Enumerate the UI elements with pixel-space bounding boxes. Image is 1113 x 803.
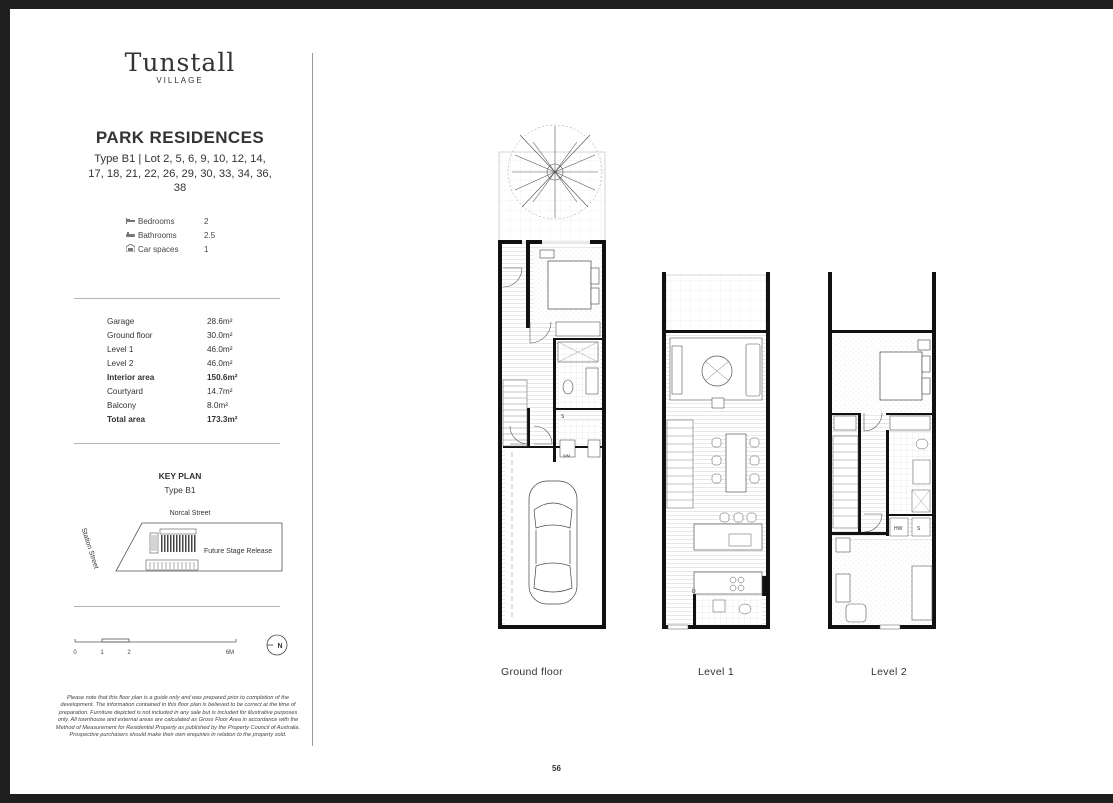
svg-text:HW: HW <box>894 526 903 532</box>
stairs-ground <box>503 380 527 446</box>
wardrobe-ground <box>556 322 600 336</box>
powder-room <box>696 597 762 625</box>
stairs-level-1 <box>667 420 693 508</box>
svg-text:N: N <box>277 643 283 650</box>
balcony-area <box>666 275 766 331</box>
future-stage-label: Future Stage Release <box>204 548 273 555</box>
area-row-level-1: Level 1 46.0m² <box>107 345 233 354</box>
toilet-icon <box>563 380 573 394</box>
courtyard-area <box>499 152 605 242</box>
logo-subtitle: VILLAGE <box>156 76 204 85</box>
area-row-balcony: Balcony 8.0m² <box>107 401 228 410</box>
window-icon <box>880 625 900 629</box>
linen-cupboard <box>912 518 930 536</box>
area-row-total: Total area 173.3m² <box>107 415 238 424</box>
sink-icon <box>729 534 751 546</box>
spec-value: 2.5 <box>204 230 216 240</box>
street-label-station: Station Street <box>79 527 100 570</box>
svg-text:S: S <box>917 526 921 532</box>
plan-label-level-2: Level 2 <box>871 666 907 678</box>
disclaimer-text: Please note that this floor plan is a guide only and was prepared prior to completion of the development. The information contained in this floor plan is believed to be correct at the time of preparation. Furniture depicted is not included in any sale but is included for illustrative purposes only. All townhouse and external areas are calculated as Gross Floor Area in accordance with the Method of Measurement for Residential Property as published by the Property Council of Australia. Prospective purchasers should make their own enquiries in relation to the property sold. <box>55 695 301 739</box>
dining-table-icon <box>726 434 746 492</box>
storage-mark: S <box>561 414 565 420</box>
side-table-icon <box>836 538 850 552</box>
dishwasher-mark: D <box>692 589 696 595</box>
stairs-level-2 <box>833 436 858 528</box>
wardrobe-level-2 <box>834 416 856 430</box>
wardrobe-level-2-b <box>890 416 930 430</box>
spec-value: 1 <box>204 244 209 254</box>
page-title: PARK RESIDENCES <box>95 128 265 147</box>
key-plan-title: KEY PLAN <box>158 471 202 481</box>
window-icon <box>668 625 688 629</box>
area-row-level-2: Level 2 46.0m² <box>107 359 233 368</box>
scale-label-1: 1 <box>100 650 104 656</box>
desk-icon <box>912 566 932 620</box>
toilet-icon <box>916 439 928 449</box>
level-2-plan <box>828 272 936 629</box>
tv-unit <box>672 346 682 394</box>
area-row-ground-floor: Ground floor 30.0m² <box>107 331 233 340</box>
ottoman-icon <box>712 398 724 408</box>
area-row-courtyard: Courtyard 14.7m² <box>107 387 233 396</box>
level-1-plan <box>662 272 770 629</box>
svg-text:WM: WM <box>563 453 571 458</box>
spec-value: 2 <box>204 216 209 226</box>
scale-label-0: 0 <box>73 650 77 656</box>
page-number: 56 <box>552 764 561 773</box>
lot-list: Type B1 | Lot 2, 5, 6, 9, 10, 12, 14, 17, 18, 21, 22, 26, 29, 30, 33, 34, 36, 38 <box>88 153 272 194</box>
plan-label-ground: Ground floor <box>501 666 563 678</box>
area-row-interior: Interior area 150.6m² <box>107 373 238 382</box>
street-label-norcal: Norcal Street <box>169 510 211 517</box>
scale-label-6m: 6M <box>225 650 235 656</box>
kitchen-island-icon <box>694 524 762 550</box>
kitchen-bench-icon <box>694 572 762 594</box>
basin-icon <box>713 600 725 612</box>
vanity-icon <box>586 368 598 394</box>
logo-wordmark: Tunstall <box>124 48 236 77</box>
bar-stools <box>720 513 756 522</box>
plan-label-level-1: Level 1 <box>698 666 734 678</box>
laundry-tub-icon <box>588 440 600 457</box>
spec-label: Bathrooms <box>138 230 177 240</box>
vanity-icon <box>913 460 930 484</box>
car-icon <box>529 481 577 604</box>
toilet-icon <box>739 604 751 614</box>
armchair-icon <box>836 574 850 602</box>
area-row-garage: Garage 28.6m² <box>107 317 233 326</box>
sofa-icon <box>746 344 760 396</box>
spec-label: Car spaces <box>138 244 179 254</box>
scale-label-2: 2 <box>127 650 131 656</box>
spec-label: Bedrooms <box>138 216 175 226</box>
ground-floor-plan <box>498 125 606 629</box>
key-plan-subtitle: Type B1 <box>164 485 196 495</box>
ottoman-icon <box>846 604 866 622</box>
